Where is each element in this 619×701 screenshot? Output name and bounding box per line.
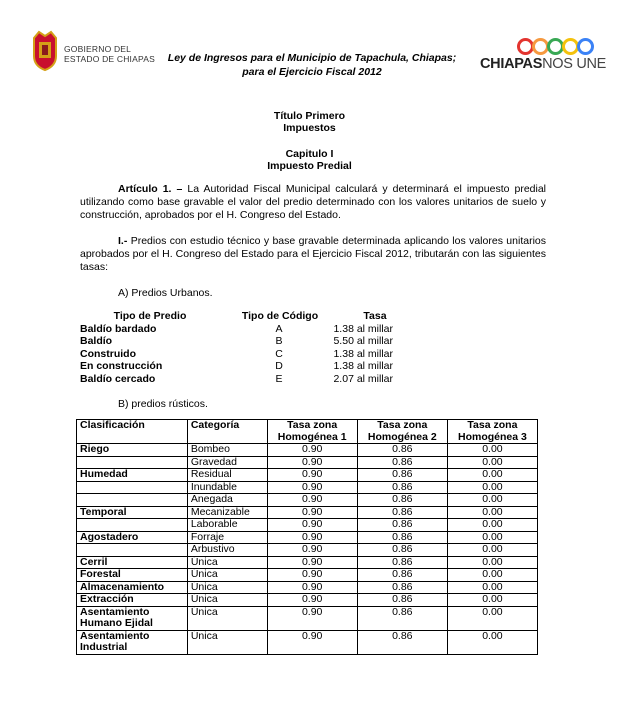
articulo-text: La Autoridad Fiscal Municipal calculará y determinará el impuesto predial utilizando como base gravable el valor del predio determinado con los valores unitarios de suelo y construcción, aprobados por el H. Congreso del Estado. [80, 183, 547, 221]
table-row [80, 335, 420, 348]
clasificacion: Extracción [77, 594, 188, 607]
tasa-zona-2: 0.86 [357, 630, 447, 654]
header-categoria: Categoría [187, 420, 267, 444]
tasa-zona-1: 0.90 [267, 544, 357, 557]
header-clasificacion: Clasificación [77, 420, 188, 444]
categoria: Laborable [187, 519, 267, 532]
clasificacion: Cerril [77, 556, 188, 569]
clasificacion: Riego [77, 444, 188, 457]
rusticos-header-row [77, 420, 538, 444]
tasa: 2.07 al millar [333, 372, 393, 385]
table-row [77, 594, 538, 607]
tasa-zona-2: 0.86 [357, 556, 447, 569]
table-row [77, 481, 538, 494]
document-header-title [162, 51, 462, 79]
tasa-zona-1: 0.90 [267, 469, 357, 482]
tasa-zona-3: 0.00 [447, 531, 537, 544]
tasa-zona-2: 0.86 [357, 581, 447, 594]
urbanos-header: Tipo de Código [241, 310, 319, 322]
fraccion-i-paragraph [80, 235, 546, 274]
tipo-codigo: D [275, 360, 283, 372]
table-row [77, 581, 538, 594]
tasa-zona-3: 0.00 [447, 519, 537, 532]
rings-icon [517, 38, 597, 54]
header-title-line1: Ley de Ingresos para el Municipio de Tapachula, Chiapas; [167, 52, 457, 64]
clasificacion [77, 494, 188, 507]
tasa-zona-1: 0.90 [267, 594, 357, 607]
tasa-zona-3: 0.00 [447, 481, 537, 494]
tasa-zona-3: 0.00 [447, 581, 537, 594]
tasa-zona-2: 0.86 [357, 506, 447, 519]
tasa-zona-1: 0.90 [267, 519, 357, 532]
table-row [77, 606, 538, 630]
titulo-subheading: Impuestos [283, 122, 336, 134]
tasa-zona-3: 0.00 [447, 506, 537, 519]
clasificacion [77, 544, 188, 557]
urbanos-header-row [80, 310, 420, 323]
tasa-zona-2: 0.86 [357, 481, 447, 494]
tasa-zona-2: 0.86 [357, 531, 447, 544]
tasa-zona-2: 0.86 [357, 469, 447, 482]
tasa-zona-1: 0.90 [267, 581, 357, 594]
table-row [80, 373, 420, 386]
table-row [77, 506, 538, 519]
tasa-zona-2: 0.86 [357, 569, 447, 582]
header-tasa-zona-1: Tasa zona Homogénea 1 [267, 420, 357, 444]
rusticos-table-body [77, 444, 538, 655]
clasificacion [77, 456, 188, 469]
clasificacion: Agostadero [77, 531, 188, 544]
gobierno-chiapas-logo [30, 30, 170, 76]
tasa-zona-3: 0.00 [447, 569, 537, 582]
ring-blue [577, 38, 594, 55]
tasa-zona-2: 0.86 [357, 544, 447, 557]
tasa-zona-1: 0.90 [267, 569, 357, 582]
tasa-zona-2: 0.86 [357, 606, 447, 630]
categoria: Única [187, 556, 267, 569]
urbanos-header: Tasa [363, 310, 387, 322]
tasa-zona-1: 0.90 [267, 456, 357, 469]
categoria: Única [187, 594, 267, 607]
categoria: Forraje [187, 531, 267, 544]
table-row [77, 630, 538, 654]
clasificacion: Humedad [77, 469, 188, 482]
tasa-zona-1: 0.90 [267, 481, 357, 494]
tasa-zona-3: 0.00 [447, 556, 537, 569]
categoria: Única [187, 606, 267, 630]
clasificacion [77, 481, 188, 494]
table-row [77, 531, 538, 544]
tasa-zona-2: 0.86 [357, 594, 447, 607]
tipo-predio: Baldío bardado [80, 322, 157, 335]
tasa-zona-1: 0.90 [267, 630, 357, 654]
page-header [0, 0, 619, 92]
fraccion-lead: I.- [118, 235, 128, 247]
tasa-zona-3: 0.00 [447, 469, 537, 482]
gov-logo-line1: GOBIERNO DEL [64, 44, 132, 54]
tasa-zona-2: 0.86 [357, 519, 447, 532]
categoria: Inundable [187, 481, 267, 494]
header-tasa-zona-3: Tasa zona Homogénea 3 [447, 420, 537, 444]
clasificacion [77, 519, 188, 532]
categoria: Gravedad [187, 456, 267, 469]
chiapas-nos-une-logo [480, 34, 607, 76]
gov-logo-line2: ESTADO DE CHIAPAS [64, 54, 155, 64]
categoria: Arbustivo [187, 544, 267, 557]
tasa-zona-3: 0.00 [447, 606, 537, 630]
articulo-lead: Artículo 1. – [118, 183, 183, 195]
tasa: 1.38 al millar [333, 360, 393, 372]
tasa: 1.38 al millar [333, 322, 393, 335]
categoria: Residual [187, 469, 267, 482]
brand-rest: NOS UNE [542, 56, 607, 72]
tasa-zona-3: 0.00 [447, 456, 537, 469]
clasificacion: Asentamiento Industrial [77, 630, 188, 654]
tasa-zona-3: 0.00 [447, 594, 537, 607]
table-row [77, 456, 538, 469]
tasa-zona-3: 0.00 [447, 494, 537, 507]
table-row [80, 348, 420, 361]
table-row [77, 544, 538, 557]
predios-rusticos-table [76, 419, 538, 655]
table-row [80, 323, 420, 336]
tipo-codigo: A [275, 322, 283, 335]
tasa-zona-3: 0.00 [447, 544, 537, 557]
shield-icon [30, 30, 60, 72]
table-row [77, 494, 538, 507]
tasa-zona-1: 0.90 [267, 606, 357, 630]
clasificacion: Temporal [77, 506, 188, 519]
clasificacion: Forestal [77, 569, 188, 582]
header-title-line2: para el Ejercicio Fiscal 2012 [242, 66, 382, 78]
tipo-predio: Construido [80, 347, 136, 360]
urbanos-heading: A) Predios Urbanos. [118, 287, 213, 299]
tasa-zona-1: 0.90 [267, 531, 357, 544]
tasa-zona-1: 0.90 [267, 556, 357, 569]
tasa-zona-1: 0.90 [267, 506, 357, 519]
titulo-heading: Título Primero [273, 110, 346, 122]
tipo-codigo: B [275, 335, 283, 347]
categoria: Única [187, 569, 267, 582]
table-row [77, 519, 538, 532]
tasa-zona-2: 0.86 [357, 444, 447, 457]
fraccion-text: Predios con estudio técnico y base gravable determinada aplicando los valores unitarios aprobados por el H. Congreso del Estado para el Ejercicio Fiscal 2012, tributarán con las siguientes tasas: [80, 235, 546, 273]
tasa: 1.38 al millar [333, 347, 393, 360]
categoria: Única [187, 581, 267, 594]
categoria: Bombeo [187, 444, 267, 457]
tipo-codigo: C [275, 347, 283, 360]
table-row [77, 469, 538, 482]
table-row [80, 360, 420, 373]
tasa-zona-2: 0.86 [357, 456, 447, 469]
tasa-zona-1: 0.90 [267, 444, 357, 457]
predios-urbanos-table [80, 310, 420, 385]
brand-bold: CHIAPAS [480, 56, 543, 72]
tasa: 5.50 al millar [333, 335, 393, 347]
table-row [77, 444, 538, 457]
table-row [77, 556, 538, 569]
categoria: Única [187, 630, 267, 654]
tipo-predio: Baldío cercado [80, 372, 156, 385]
tasa-zona-1: 0.90 [267, 494, 357, 507]
table-row [77, 569, 538, 582]
clasificacion: Asentamiento Humano Ejidal [77, 606, 188, 630]
tasa-zona-2: 0.86 [357, 494, 447, 507]
capitulo-heading: Capitulo I [285, 148, 334, 160]
tipo-predio: Baldío [80, 335, 113, 347]
categoria: Mecanizable [187, 506, 267, 519]
header-tasa-zona-2: Tasa zona Homogénea 2 [357, 420, 447, 444]
tipo-predio: En construcción [80, 360, 163, 372]
rusticos-heading: B) predios rústicos. [118, 398, 208, 410]
categoria: Anegada [187, 494, 267, 507]
articulo-1-paragraph [80, 183, 546, 222]
urbanos-header: Tipo de Predio [113, 310, 187, 322]
tasa-zona-3: 0.00 [447, 630, 537, 654]
tasa-zona-3: 0.00 [447, 444, 537, 457]
clasificacion: Almacenamiento [77, 581, 188, 594]
tipo-codigo: E [275, 372, 283, 385]
capitulo-subheading: Impuesto Predial [267, 160, 352, 172]
